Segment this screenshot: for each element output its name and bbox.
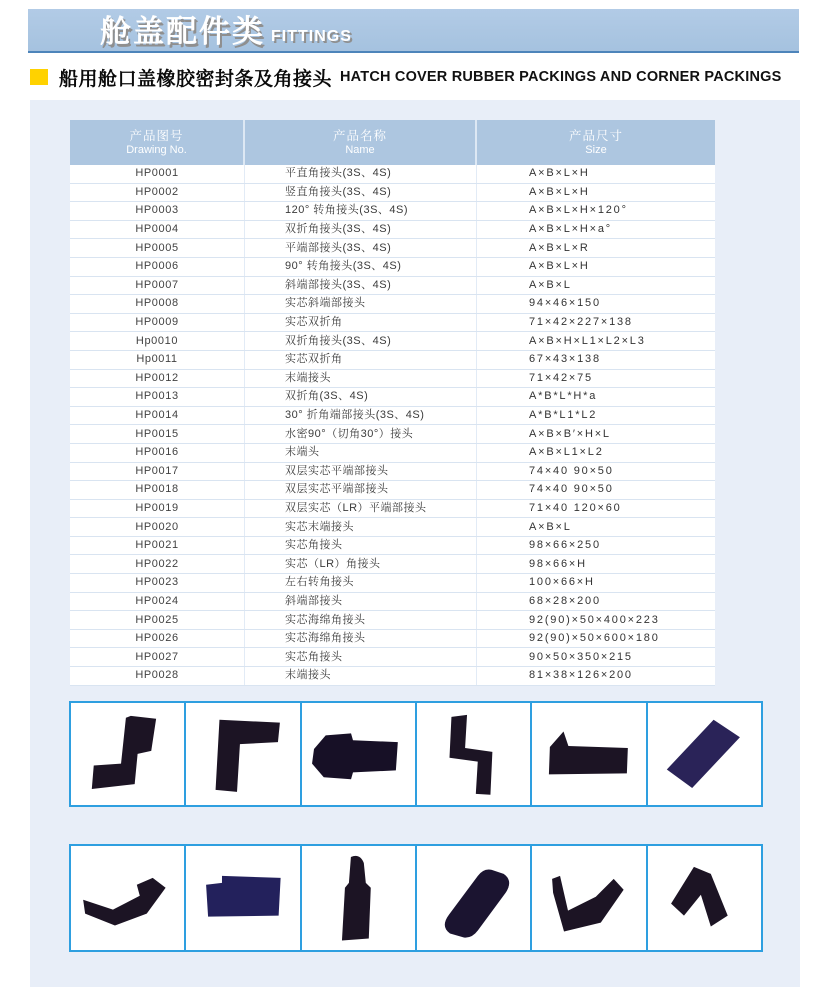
- drawing-no-cell: HP0022: [70, 555, 245, 573]
- product-photo-cell: [69, 701, 186, 807]
- size-cell: A×B×H×L1×L2×L3: [529, 334, 646, 347]
- table-row: [70, 407, 715, 426]
- drawing-no-cell: HP0020: [70, 518, 245, 536]
- chamfered-end-packing-photo: [308, 710, 408, 798]
- size-cell: A×B×L: [529, 278, 572, 291]
- product-photo-cell: [530, 701, 647, 807]
- product-photo-cell: [646, 844, 763, 952]
- drawing-no-cell: HP0004: [70, 221, 245, 239]
- name-cell: 末端接头: [245, 370, 477, 388]
- size-cell: A×B×L×H×120°: [529, 204, 628, 217]
- table-row: [70, 314, 715, 333]
- size-cell: A×B×B′×H×L: [529, 427, 611, 440]
- table-row: [70, 537, 715, 556]
- size-cell: 74×40 90×50: [529, 483, 614, 496]
- drawing-no-cell: HP0024: [70, 593, 245, 611]
- size-cell: 67×43×138: [529, 353, 601, 366]
- product-photo-cell: [69, 844, 186, 952]
- drawing-no-cell: HP0025: [70, 611, 245, 629]
- domed-post-packing-photo: [308, 853, 408, 942]
- table-row: [70, 332, 715, 351]
- drawing-no-cell: HP0009: [70, 314, 245, 332]
- drawing-no-cell: HP0016: [70, 444, 245, 462]
- table-row: [70, 239, 715, 258]
- table-row: [70, 463, 715, 482]
- name-cell: 双折角接头(3S、4S): [245, 332, 477, 350]
- size-cell: 68×28×200: [529, 594, 601, 607]
- drawing-no-cell: HP0015: [70, 425, 245, 443]
- section-subtitle: [30, 63, 810, 91]
- table-row: [70, 258, 715, 277]
- name-cell: 平直角接头(3S、4S): [245, 165, 477, 183]
- page-banner: [28, 9, 799, 53]
- page-title-en: FITTINGS: [271, 28, 352, 45]
- drawing-no-cell: HP0021: [70, 537, 245, 555]
- content-panel: [30, 100, 800, 987]
- name-cell: 实芯双折角: [245, 314, 477, 332]
- drawing-no-cell: HP0007: [70, 277, 245, 295]
- size-cell: 71×40 120×60: [529, 501, 622, 514]
- table-row: [70, 221, 715, 240]
- table-row: [70, 481, 715, 500]
- name-cell: 实芯海绵角接头: [245, 611, 477, 629]
- table-body: [70, 165, 715, 686]
- table-row: [70, 165, 715, 184]
- z-shaped-corner-packing-photo: [78, 710, 178, 798]
- table-row: [70, 574, 715, 593]
- size-cell: A×B×L×R: [529, 241, 590, 254]
- column-header-en: Size: [585, 143, 607, 156]
- column-header-0: [70, 120, 245, 165]
- name-cell: 实芯斜端部接头: [245, 295, 477, 313]
- drawing-no-cell: HP0023: [70, 574, 245, 592]
- name-cell: 实芯双折角: [245, 351, 477, 369]
- name-cell: 斜端部接头(3S、4S): [245, 277, 477, 295]
- subtitle-en: HATCH COVER RUBBER PACKINGS AND CORNER PACKINGS: [340, 69, 782, 85]
- table-row: [70, 370, 715, 389]
- chevron-corner-packing-photo: [654, 853, 754, 942]
- size-cell: 74×40 90×50: [529, 464, 614, 477]
- drawing-no-cell: Hp0010: [70, 332, 245, 350]
- drawing-no-cell: HP0001: [70, 165, 245, 183]
- size-cell: 92(90)×50×400×223: [529, 613, 660, 626]
- name-cell: 水密90°（切角30°）接头: [245, 425, 477, 443]
- table-row: [70, 630, 715, 649]
- table-row: [70, 555, 715, 574]
- table-row: [70, 444, 715, 463]
- drawing-no-cell: HP0012: [70, 370, 245, 388]
- size-cell: A*B*L*H*a: [529, 390, 598, 403]
- rounded-diagonal-packing-photo: [424, 853, 524, 942]
- column-header-en: Name: [345, 143, 375, 156]
- column-header-1: [245, 120, 477, 165]
- diagonal-packing-bar-photo: [654, 710, 754, 798]
- notched-end-packing-photo: [539, 710, 639, 798]
- name-cell: 平端部接头(3S、4S): [245, 239, 477, 257]
- size-cell: 98×66×250: [529, 539, 601, 552]
- photo-strip-1: [69, 701, 763, 807]
- drawing-no-cell: HP0019: [70, 500, 245, 518]
- table-row: [70, 388, 715, 407]
- product-photo-cell: [646, 701, 763, 807]
- drawing-no-cell: HP0013: [70, 388, 245, 406]
- table-row: [70, 611, 715, 630]
- table-row: [70, 277, 715, 296]
- name-cell: 双层实芯平端部接头: [245, 463, 477, 481]
- table-row: [70, 425, 715, 444]
- size-cell: A×B×L×H: [529, 167, 590, 180]
- products-table: [70, 120, 715, 686]
- product-photo-cell: [530, 844, 647, 952]
- name-cell: 斜端部接头: [245, 593, 477, 611]
- table-row: [70, 351, 715, 370]
- size-cell: A×B×L: [529, 520, 572, 533]
- size-cell: A×B×L×H: [529, 185, 590, 198]
- name-cell: 实芯海绵角接头: [245, 630, 477, 648]
- column-header-2: [477, 120, 715, 165]
- notched-block-packing-photo: [193, 853, 293, 942]
- drawing-no-cell: HP0018: [70, 481, 245, 499]
- product-photo-cell: [415, 701, 532, 807]
- photo-strip-2: [69, 844, 763, 952]
- table-row: [70, 648, 715, 667]
- size-cell: 90×50×350×215: [529, 650, 633, 663]
- name-cell: 双折角(3S、4S): [245, 388, 477, 406]
- name-cell: 30° 折角端部接头(3S、4S): [245, 407, 477, 425]
- size-cell: 94×46×150: [529, 297, 601, 310]
- name-cell: 实芯角接头: [245, 537, 477, 555]
- drawing-no-cell: HP0002: [70, 184, 245, 202]
- product-photo-cell: [184, 701, 301, 807]
- name-cell: 实芯末端接头: [245, 518, 477, 536]
- drawing-no-cell: HP0003: [70, 202, 245, 220]
- size-cell: 71×42×227×138: [529, 316, 633, 329]
- size-cell: A×B×L1×L2: [529, 446, 604, 459]
- name-cell: 末端头: [245, 444, 477, 462]
- drawing-no-cell: HP0017: [70, 463, 245, 481]
- size-cell: A×B×L×H: [529, 260, 590, 273]
- table-row: [70, 667, 715, 686]
- size-cell: A*B*L1*L2: [529, 409, 598, 422]
- product-photo-cell: [300, 701, 417, 807]
- name-cell: 90° 转角接头(3S、4S): [245, 258, 477, 276]
- size-cell: 92(90)×50×600×180: [529, 632, 660, 645]
- l-shaped-corner-packing-photo: [193, 710, 293, 798]
- table-row: [70, 184, 715, 203]
- drawing-no-cell: HP0005: [70, 239, 245, 257]
- drawing-no-cell: HP0008: [70, 295, 245, 313]
- size-cell: 71×42×75: [529, 371, 593, 384]
- name-cell: 双折角接头(3S、4S): [245, 221, 477, 239]
- subtitle-zh: 船用舱口盖橡胶密封条及角接头: [59, 68, 333, 90]
- table-row: [70, 295, 715, 314]
- name-cell: 双层实芯平端部接头: [245, 481, 477, 499]
- name-cell: 竖直角接头(3S、4S): [245, 184, 477, 202]
- name-cell: 实芯角接头: [245, 648, 477, 666]
- name-cell: 双层实芯（LR）平端部接头: [245, 500, 477, 518]
- name-cell: 120° 转角接头(3S、4S): [245, 202, 477, 220]
- drawing-no-cell: HP0028: [70, 667, 245, 685]
- yellow-bullet-icon: [30, 69, 48, 85]
- size-cell: A×B×L×H×a°: [529, 223, 612, 236]
- hooked-corner-packing-photo: [424, 710, 524, 798]
- size-cell: 81×38×126×200: [529, 669, 633, 682]
- product-photo-cell: [415, 844, 532, 952]
- drawing-no-cell: HP0014: [70, 407, 245, 425]
- table-row: [70, 593, 715, 612]
- angle-packing-with-fin-photo: [539, 853, 639, 942]
- size-cell: 100×66×H: [529, 576, 595, 589]
- column-header-zh: 产品图号: [129, 128, 184, 143]
- size-cell: 98×66×H: [529, 557, 587, 570]
- name-cell: 左右转角接头: [245, 574, 477, 592]
- name-cell: 末端接头: [245, 667, 477, 685]
- table-row: [70, 500, 715, 519]
- column-header-zh: 产品尺寸: [568, 128, 623, 143]
- table-row: [70, 202, 715, 221]
- page-title: 舱盖配件类: [100, 14, 265, 49]
- drawing-no-cell: HP0006: [70, 258, 245, 276]
- table-header: [70, 120, 715, 165]
- name-cell: 实芯（LR）角接头: [245, 555, 477, 573]
- table-row: [70, 518, 715, 537]
- drawing-no-cell: Hp0011: [70, 351, 245, 369]
- product-photo-cell: [300, 844, 417, 952]
- drawing-no-cell: HP0027: [70, 648, 245, 666]
- shallow-angle-packing-photo: [78, 853, 178, 942]
- column-header-zh: 产品名称: [332, 128, 387, 143]
- drawing-no-cell: HP0026: [70, 630, 245, 648]
- product-photo-cell: [184, 844, 301, 952]
- column-header-en: Drawing No.: [126, 143, 187, 156]
